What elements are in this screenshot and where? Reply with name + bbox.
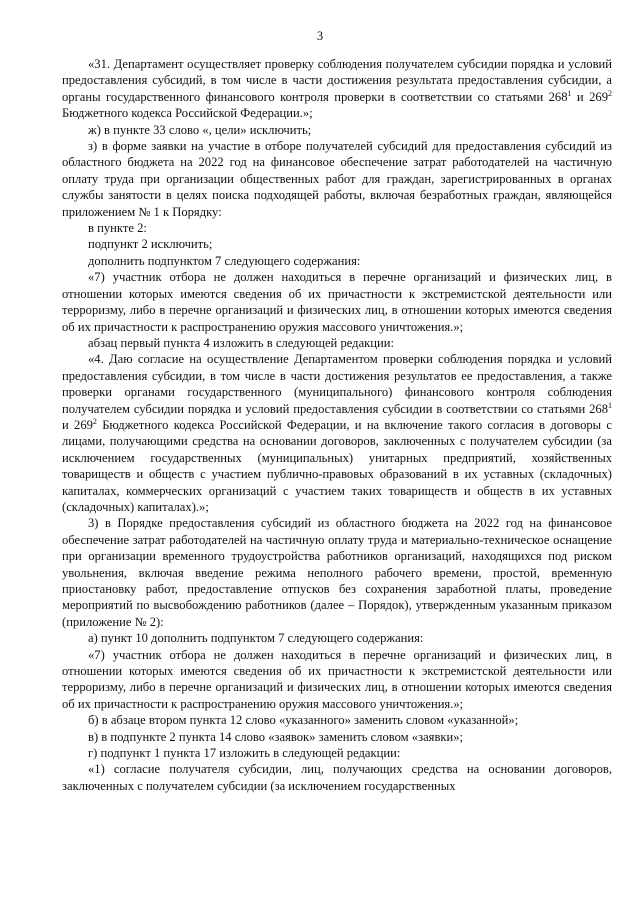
paragraph-31: «31. Департамент осуществляет проверку соблюдения получателем субсидии порядка и условий предоставления субсидий, в том числе в части достижения результата предоставления субсидии, а органы государственного финансового контроля проверки в соответствии со статьями $268^1$ и $269^2$ Бюджетного кодекса Российской Федерации.»; [62,57,612,121]
page-number: 3 [316,29,324,43]
paragraph-a: а) пункт 10 дополнить подпунктом 7 следующего содержания: [88,631,424,646]
paragraph-point-2: в пункте 2: [88,221,147,236]
paragraph-quote-4: «4. Даю согласие на осуществление Департаментом проверки соблюдения порядка и условий предоставления субсидии, в том числе в части достижения результатов ее предоставления, а также проверки органами государственного (муниципального) финансового контроля соблюдения получателем субсидии порядка и условий предоставления субсидии в соответствии со статьями $268^1$ и $269^2$ Бюджетного кодекса Российской Федерации, и на включение такого согласия в договоры с лицами, получающими средства на основании договоров, заключенных с получателем субсидии (за исключением государственных (муниципальных) унитарных предприятий, хозяйственных товариществ и обществ с участием публично-правовых образований в их уставных (складочных) капиталах, коммерческих организаций с участием таких товариществ и обществ в их уставных (складочных) капиталах).»; [62,352,612,514]
document-body [62,56,612,794]
paragraph-subpoint-2-exclude: подпункт 2 исключить; [88,237,213,252]
paragraph-point-4-intro: абзац первый пункта 4 изложить в следующей редакции: [88,335,394,350]
paragraph-v: в) в подпункте 2 пункта 14 слово «заявок» заменить словом «заявки»; [88,729,464,744]
paragraph-quote-7-second: «7) участник отбора не должен находиться в перечне организаций и физических лиц, в отношении которых имеются сведения об их причастности к экстремистской деятельности или терроризму, либо в перечне организаций и физических лиц, в отношении которых имеются сведения об их причастности к распространению оружия массового уничтожения.»; [62,647,612,711]
paragraph-b: б) в абзаце втором пункта 12 слово «указанного» заменить словом «указанной»; [88,713,519,728]
paragraph-zh: ж) в пункте 33 слово «, цели» исключить; [88,122,312,137]
paragraph-quote-1: «1) согласие получателя субсидии, лиц, получающих средства на основании договоров, заключенных с получателем субсидии (за исключением государственных [62,762,612,793]
paragraph-3: 3) в Порядке предоставления субсидий из областного бюджета на 2022 год на финансовое обеспечение затрат работодателей на частичную оплату труда и материально-техническое оснащение при организации временного трудоустройства работников организаций, находящихся под риском увольнения, включая введение режима неполного рабочего времени, простой, временную приостановку работ, предоставление отпусков без сохранения заработной платы, проведение мероприятий по высвобождению работников (далее – Порядок), утвержденным указанным приказом (приложение № 2): [62,516,612,629]
paragraph-add-subpoint-7: дополнить подпунктом 7 следующего содержания: [88,253,361,268]
paragraph-z: з) в форме заявки на участие в отборе получателей субсидий для предоставления субсидий из областного бюджета на 2022 год на финансовое обеспечение затрат работодателей на частичную оплату труда при организации общественных работ для граждан, зарегистрированных в органах службы занятости в целях поиска подходящей работы, включая безработных граждан, являющейся приложением № 1 к Порядку: [62,139,612,219]
paragraph-g: г) подпункт 1 пункта 17 изложить в следующей редакции: [88,746,401,761]
paragraph-quote-7: «7) участник отбора не должен находиться в перечне организаций и физических лиц, в отношении которых имеются сведения об их причастности к экстремистской деятельности или терроризму, либо в перечне организаций и физических лиц, в отношении которых имеются сведения об их причастности к распространению оружия массового уничтожения.»; [62,270,612,334]
